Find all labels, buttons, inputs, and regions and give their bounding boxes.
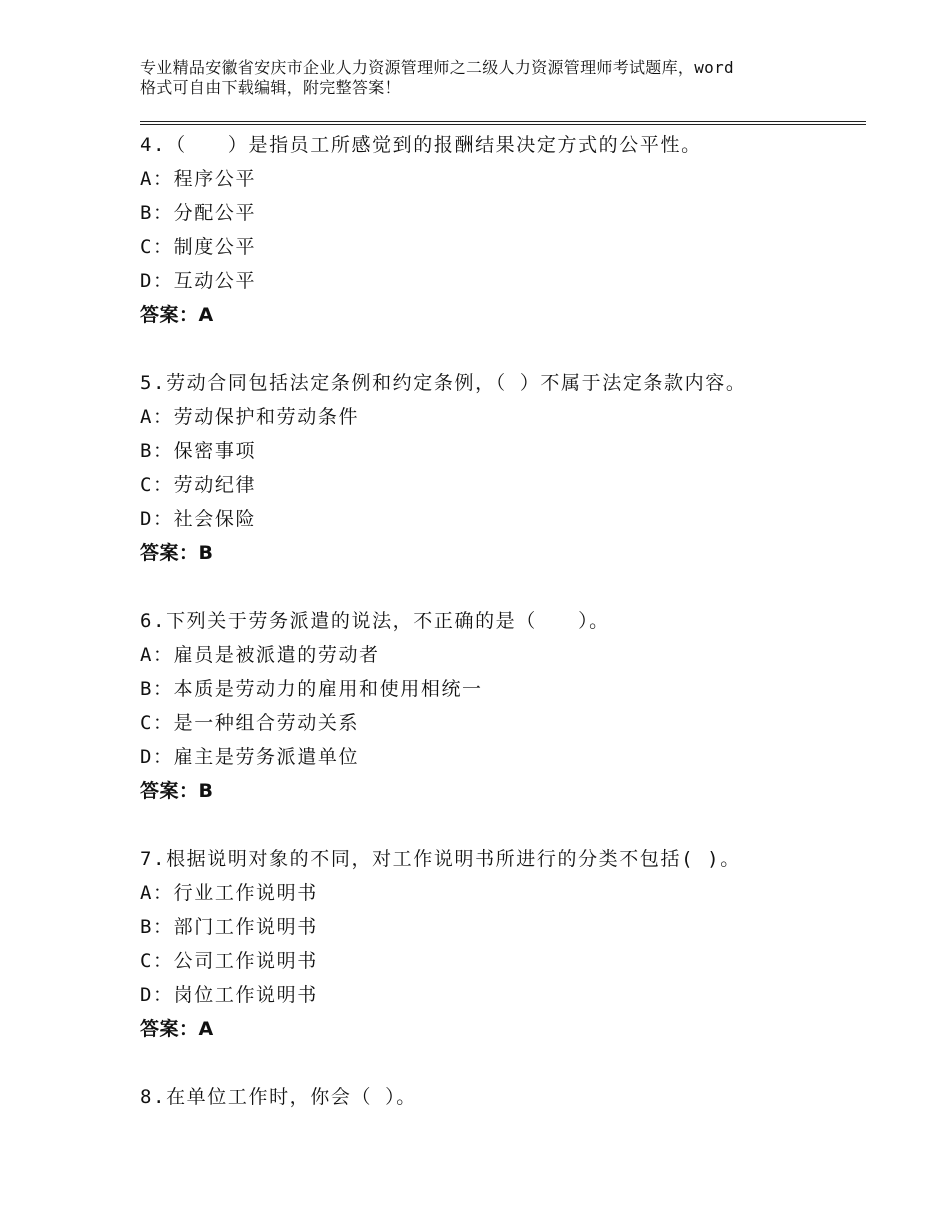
header-line-1: 专业精品安徽省安庆市企业人力资源管理师之二级人力资源管理师考试题库，word bbox=[140, 58, 734, 77]
question-text: 7.根据说明对象的不同，对工作说明书所进行的分类不包括( )。 bbox=[140, 848, 741, 870]
option-d: D：雇主是劳务派遣单位 bbox=[140, 746, 360, 768]
option-d: D：社会保险 bbox=[140, 508, 257, 530]
option-c: C：公司工作说明书 bbox=[140, 950, 318, 972]
question-list bbox=[140, 128, 866, 1148]
option-a: A：雇员是被派遣的劳动者 bbox=[140, 644, 380, 666]
header-divider bbox=[140, 121, 866, 125]
option-b: B：部门工作说明书 bbox=[140, 916, 318, 938]
answer-label: 答案：B bbox=[140, 542, 214, 564]
option-d: D：岗位工作说明书 bbox=[140, 984, 318, 1006]
option-c: C：是一种组合劳动关系 bbox=[140, 712, 360, 734]
question-text: 8.在单位工作时，你会（ ）。 bbox=[140, 1086, 417, 1108]
option-b: B：分配公平 bbox=[140, 202, 257, 224]
option-b: B：保密事项 bbox=[140, 440, 257, 462]
header-line-2: 格式可自由下载编辑，附完整答案！ bbox=[140, 78, 401, 97]
question-text: 5.劳动合同包括法定条例和约定条例，（ ）不属于法定条款内容。 bbox=[140, 372, 747, 394]
answer-label: 答案：A bbox=[140, 304, 214, 326]
document-header bbox=[140, 58, 840, 98]
question-4 bbox=[140, 128, 866, 332]
option-c: C：劳动纪律 bbox=[140, 474, 257, 496]
answer-label: 答案：A bbox=[140, 1018, 214, 1040]
option-a: A：劳动保护和劳动条件 bbox=[140, 406, 360, 428]
option-b: B：本质是劳动力的雇用和使用相统一 bbox=[140, 678, 483, 700]
question-text: 6.下列关于劳务派遣的说法，不正确的是（ ）。 bbox=[140, 610, 610, 632]
option-a: A：行业工作说明书 bbox=[140, 882, 318, 904]
question-6 bbox=[140, 604, 866, 808]
option-c: C：制度公平 bbox=[140, 236, 257, 258]
option-d: D：互动公平 bbox=[140, 270, 257, 292]
option-a: A：程序公平 bbox=[140, 168, 257, 190]
question-text: 4.（ ）是指员工所感觉到的报酬结果决定方式的公平性。 bbox=[140, 134, 702, 156]
question-5 bbox=[140, 366, 866, 570]
question-8 bbox=[140, 1080, 866, 1114]
answer-label: 答案：B bbox=[140, 780, 214, 802]
question-7 bbox=[140, 842, 866, 1046]
